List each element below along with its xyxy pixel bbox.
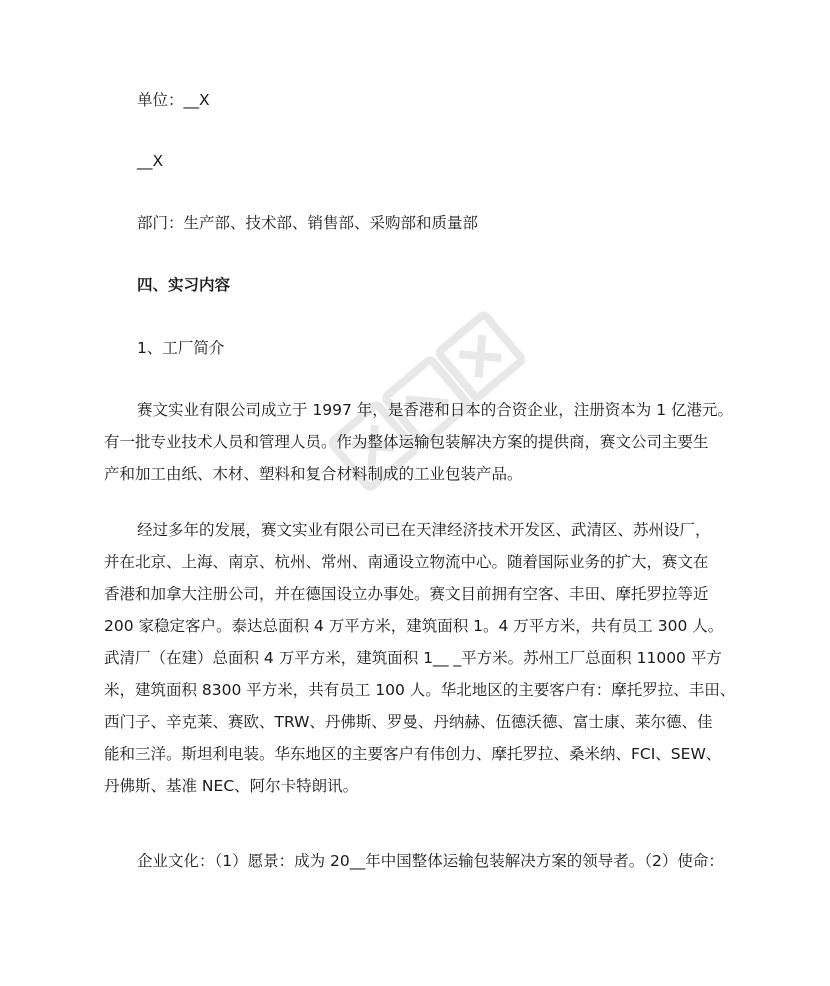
underscore-x-line: __X (137, 152, 164, 170)
paragraph-factory-intro (104, 394, 777, 490)
department-line: 部门：生产部、技术部、销售部、采购部和质量部 (137, 214, 479, 232)
paragraph-line: 西门子、辛克莱、赛欧、TRW、丹佛斯、罗曼、丹纳赫、伍德沃德、富士康、莱尔德、佳 (104, 713, 713, 731)
paragraph-line: 香港和加拿大注册公司，并在德国设立办事处。赛文目前拥有空客、丰田、摩托罗拉等近 (104, 585, 709, 603)
paragraph-line: 有一批专业技术人员和管理人员。作为整体运输包装解决方案的提供商，赛文公司主要生 (104, 433, 709, 451)
paragraph-line: 并在北京、上海、南京、杭州、常州、南通设立物流中心。随着国际业务的扩大，赛文在 (104, 553, 709, 571)
paragraph-development (104, 514, 777, 802)
paragraph-line: 200 家稳定客户。泰达总面积 4 万平方米，建筑面积 1。4 万平方米，共有员工 300 人。 (104, 617, 724, 635)
paragraph-line: 赛文实业有限公司成立于 1997 年，是香港和日本的合资企业，注册资本为 1 亿港元。 (137, 401, 734, 419)
paragraph-line: 米，建筑面积 8300 平方米，共有员工 100 人。华北地区的主要客户有：摩托罗拉、丰田、 (104, 681, 736, 699)
paragraph-line: 经过多年的发展，赛文实业有限公司已在天津经济技术开发区、武清区、苏州设厂， (137, 521, 711, 539)
paragraph-corporate-culture (137, 845, 777, 877)
paragraph-line: 武清厂（在建）总面积 4 万平方米，建筑面积 1__ _平方米。苏州工厂总面积 11000 平方 (104, 649, 722, 667)
subsection-heading: 1、工厂简介 (137, 339, 225, 357)
paragraph-line: 产和加工由纸、木材、塑料和复合材料制成的工业包装产品。 (104, 465, 523, 483)
section-heading: 四、实习内容 (137, 276, 231, 294)
paragraph-line: 能和三洋。斯坦利电装。华东地区的主要客户有伟创力、摩托罗拉、桑米纳、FCI、SEW、 (104, 745, 722, 763)
unit-line: 单位：__X (137, 91, 210, 109)
paragraph-line: 企业文化：（1）愿景：成为 20__年中国整体运输包装解决方案的领导者。（2）使命： (137, 852, 724, 870)
paragraph-line: 丹佛斯、基准 NEC、阿尔卡特朗讯。 (104, 777, 359, 795)
